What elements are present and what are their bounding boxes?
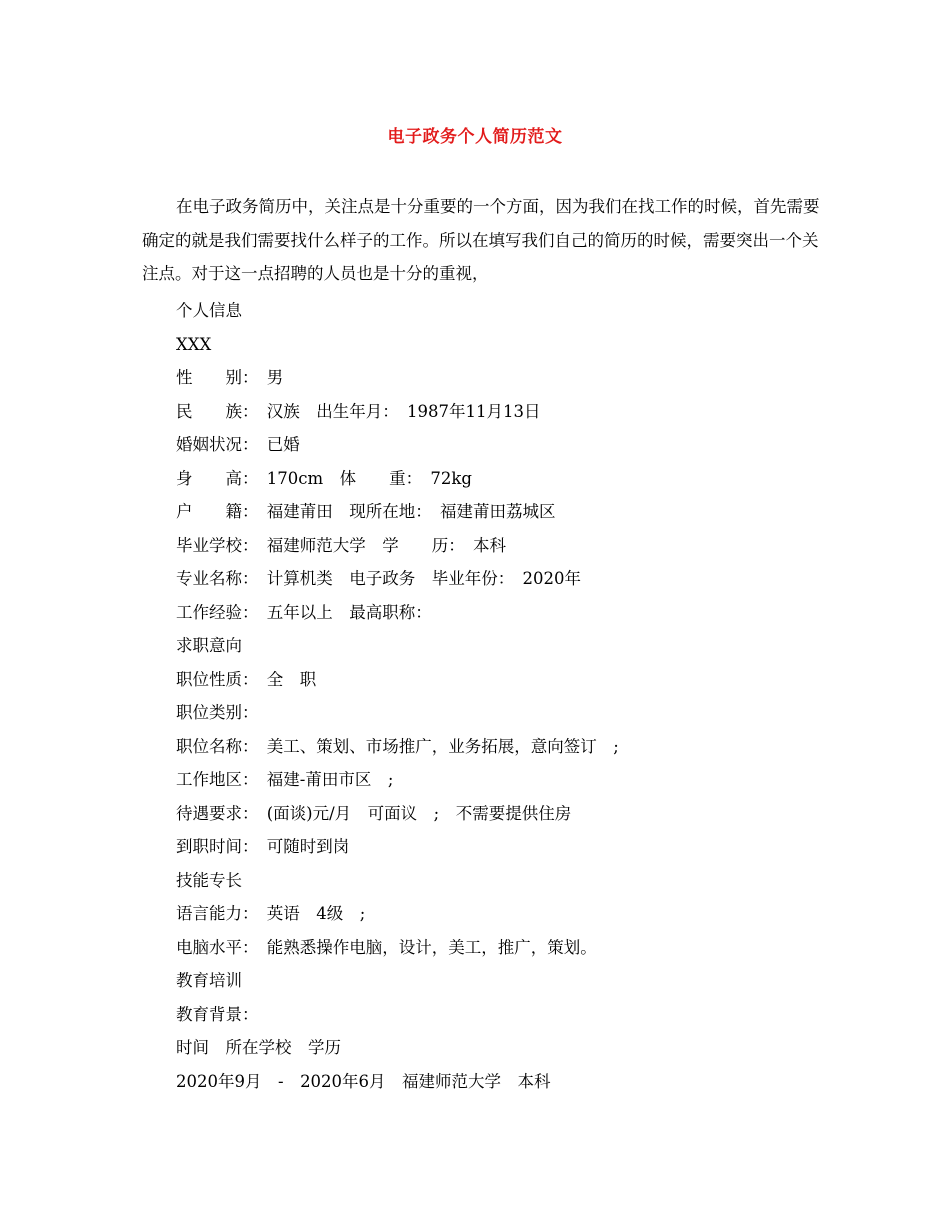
work-region-line: 工作地区： 福建-莆田市区 ; bbox=[176, 770, 394, 789]
job-category-line: 职位类别： bbox=[176, 703, 259, 722]
section-heading-personal-info: 个人信息 bbox=[176, 301, 242, 320]
education-background-line: 教育背景： bbox=[176, 1004, 259, 1024]
section-heading-skills: 技能专长 bbox=[176, 870, 242, 890]
intro-paragraph: 在电子政务简历中，关注点是十分重要的一个方面，因为我们在找工作的时候，首先需要确定的就是我们需要找什么样子的工作。所以在填写我们自己的简历的时候，需要突出一个关注点。对于这一点招聘的人员也是十分的重视， bbox=[142, 197, 820, 283]
experience-title-line: 工作经验： 五年以上 最高职称： bbox=[176, 602, 432, 622]
job-title-line: 职位名称： 美工、策划、市场推广，业务拓展，意向签订 ; bbox=[176, 736, 619, 756]
computer-skill-line: 电脑水平： 能熟悉操作电脑，设计，美工，推广，策划。 bbox=[176, 937, 597, 957]
major-graduation-line: 专业名称： 计算机类 电子政务 毕业年份： 2020年 bbox=[176, 569, 581, 588]
residence-line: 户 籍： 福建莆田 现所在地： 福建莆田荔城区 bbox=[176, 502, 556, 521]
marital-status-line: 婚姻状况： 已婚 bbox=[176, 435, 300, 454]
education-header-line: 时间 所在学校 学历 bbox=[176, 1038, 341, 1057]
school-degree-line: 毕业学校： 福建师范大学 学 历： 本科 bbox=[176, 535, 506, 555]
education-entry-line: 2020年9月 - 2020年6月 福建师范大学 本科 bbox=[176, 1071, 551, 1091]
ethnicity-birth-line: 民 族： 汉族 出生年月： 1987年11月13日 bbox=[176, 401, 541, 421]
gender-line: 性 别： 男 bbox=[176, 368, 284, 387]
section-heading-job-intention: 求职意向 bbox=[176, 636, 242, 655]
document-title: 电子政务个人简历范文 bbox=[387, 127, 563, 147]
language-skill-line: 语言能力： 英语 4级 ; bbox=[176, 904, 366, 923]
name-line: XXX bbox=[176, 334, 212, 354]
height-weight-line: 身 高： 170cm 体 重： 72kg bbox=[176, 468, 472, 488]
resume-lines bbox=[176, 294, 836, 1098]
salary-line: 待遇要求： (面谈)元/月 可面议 ; 不需要提供住房 bbox=[176, 803, 572, 823]
section-heading-education: 教育培训 bbox=[176, 971, 242, 990]
start-time-line: 到职时间： 可随时到岗 bbox=[176, 837, 350, 856]
job-nature-line: 职位性质： 全 职 bbox=[176, 669, 317, 689]
